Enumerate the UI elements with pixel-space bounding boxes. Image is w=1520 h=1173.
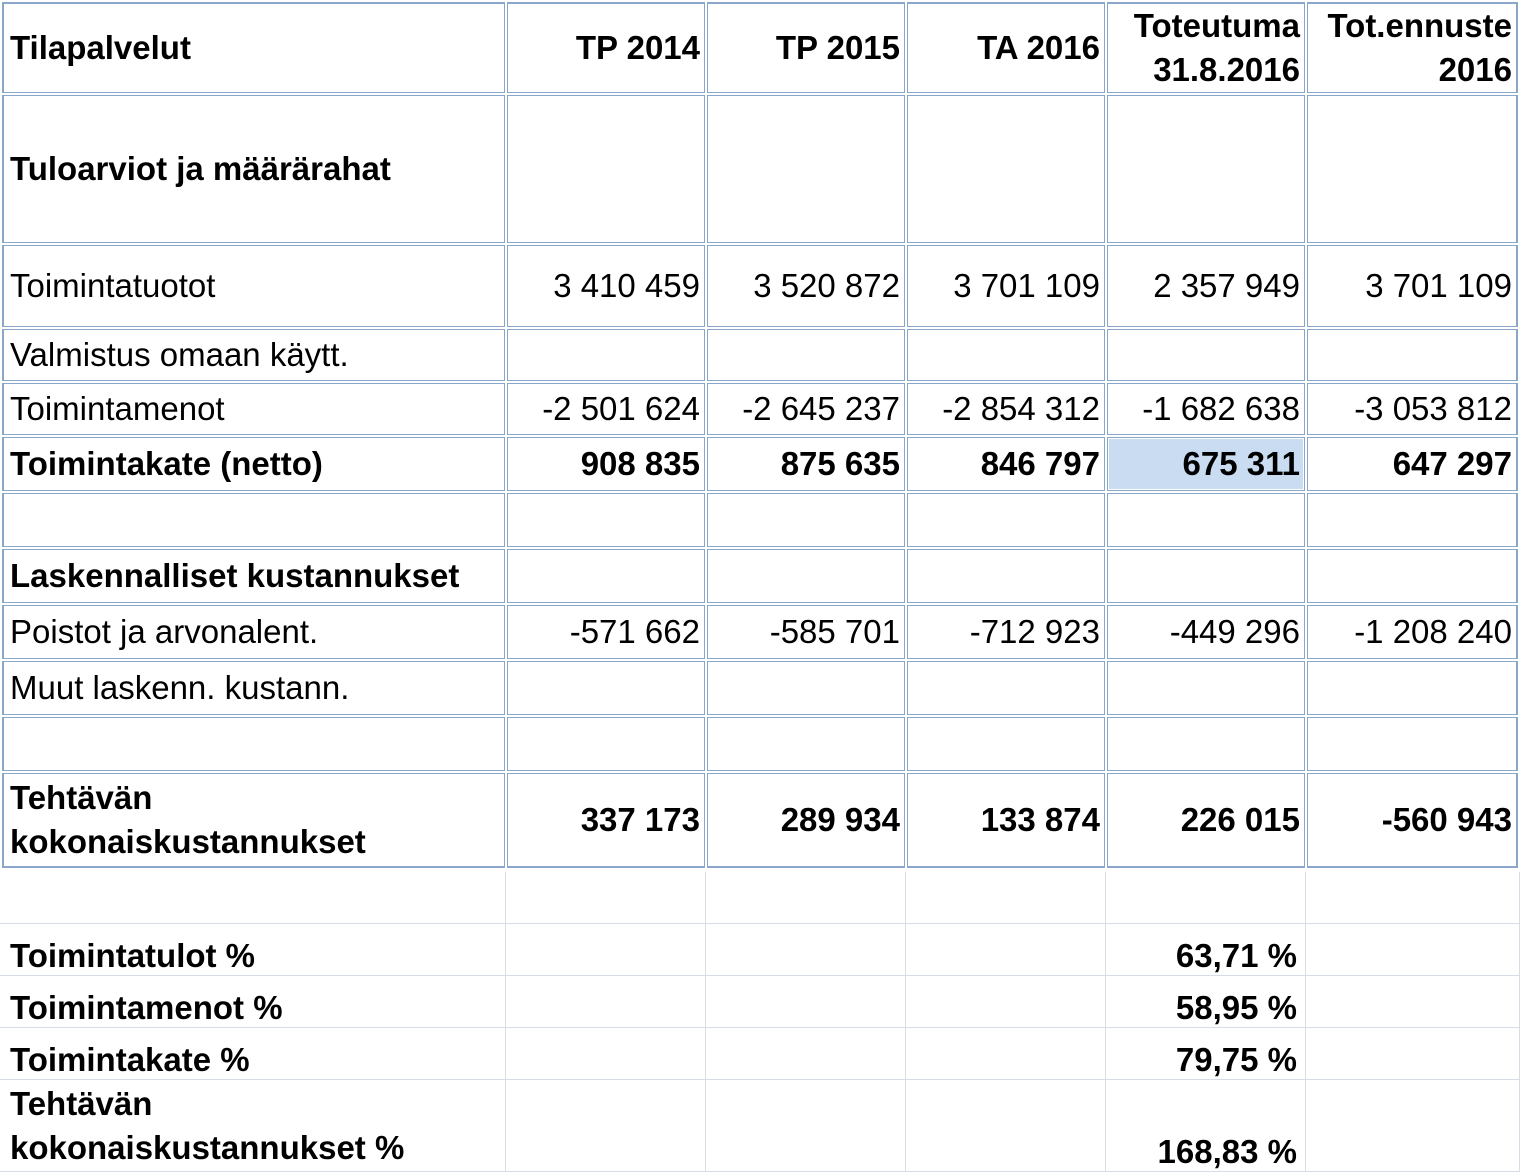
cell[interactable]: 3 410 459	[506, 244, 706, 328]
header-tp2015[interactable]: TP 2015	[706, 2, 906, 94]
table-row	[0, 1080, 1520, 1172]
row-label[interactable]: Toimintakate %	[0, 1028, 506, 1080]
cell[interactable]	[706, 976, 906, 1028]
table-row	[2, 604, 1518, 660]
row-label[interactable]: Laskennalliset kustannukset	[2, 548, 506, 604]
cell[interactable]: -560 943	[1306, 772, 1518, 868]
cell[interactable]	[706, 94, 906, 244]
cell[interactable]	[506, 716, 706, 772]
cell[interactable]	[1106, 660, 1306, 716]
cell[interactable]	[2, 492, 506, 548]
cell[interactable]	[906, 548, 1106, 604]
table-row	[2, 328, 1518, 382]
table-row	[2, 382, 1518, 436]
cell[interactable]	[906, 94, 1106, 244]
cell[interactable]	[906, 1080, 1106, 1172]
cell[interactable]: 3 520 872	[706, 244, 906, 328]
cell[interactable]	[1306, 872, 1520, 924]
cell[interactable]	[906, 924, 1106, 976]
cell[interactable]: -1 208 240	[1306, 604, 1518, 660]
cell[interactable]: -712 923	[906, 604, 1106, 660]
cell[interactable]	[506, 660, 706, 716]
cell[interactable]: 2 357 949	[1106, 244, 1306, 328]
row-label[interactable]: Toimintamenot	[2, 382, 506, 436]
header-row	[2, 2, 1518, 94]
cell[interactable]	[1106, 328, 1306, 382]
cell[interactable]	[1306, 492, 1518, 548]
cell[interactable]	[706, 924, 906, 976]
percentage-table	[0, 872, 1520, 1172]
cell[interactable]: -585 701	[706, 604, 906, 660]
cell[interactable]: -1 682 638	[1106, 382, 1306, 436]
cell[interactable]	[2, 716, 506, 772]
cell[interactable]: 647 297	[1306, 436, 1518, 492]
header-tp2014[interactable]: TP 2014	[506, 2, 706, 94]
cell[interactable]	[906, 1028, 1106, 1080]
table-row	[2, 716, 1518, 772]
cell[interactable]: -571 662	[506, 604, 706, 660]
selected-cell[interactable]: 675 311	[1106, 436, 1306, 492]
cell[interactable]	[1306, 1028, 1520, 1080]
cell[interactable]	[906, 492, 1106, 548]
cell[interactable]	[506, 924, 706, 976]
cell[interactable]	[706, 660, 906, 716]
cell[interactable]: 875 635	[706, 436, 906, 492]
row-label[interactable]: Toimintakate (netto)	[2, 436, 506, 492]
cell[interactable]	[906, 660, 1106, 716]
section-title[interactable]: Tuloarviot ja määrärahat	[2, 94, 506, 244]
cell[interactable]	[506, 976, 706, 1028]
table-row	[2, 244, 1518, 328]
table-row	[0, 924, 1520, 976]
row-label[interactable]: Valmistus omaan käytt.	[2, 328, 506, 382]
cell[interactable]	[506, 492, 706, 548]
cell[interactable]	[906, 328, 1106, 382]
table-row	[0, 976, 1520, 1028]
row-label[interactable]: Toimintamenot %	[0, 976, 506, 1028]
header-ennuste[interactable]: Tot.ennuste 2016	[1306, 2, 1518, 94]
cell[interactable]	[1306, 660, 1518, 716]
cell[interactable]	[506, 1080, 706, 1172]
table-row	[0, 872, 1520, 924]
cell[interactable]: -3 053 812	[1306, 382, 1518, 436]
cell[interactable]: 3 701 109	[906, 244, 1106, 328]
cell[interactable]	[506, 328, 706, 382]
cell[interactable]: 337 173	[506, 772, 706, 868]
table-row	[2, 436, 1518, 492]
cell[interactable]: 289 934	[706, 772, 906, 868]
header-label[interactable]: Tilapalvelut	[2, 2, 506, 94]
cell[interactable]: 133 874	[906, 772, 1106, 868]
cell[interactable]: 79,75 %	[1106, 1028, 1306, 1080]
row-label[interactable]: Toimintatulot %	[0, 924, 506, 976]
table-row	[2, 548, 1518, 604]
table-row	[2, 772, 1518, 868]
cell[interactable]	[706, 492, 906, 548]
cell[interactable]	[906, 872, 1106, 924]
header-toteutuma[interactable]: Toteutuma 31.8.2016	[1106, 2, 1306, 94]
row-label[interactable]: Muut laskenn. kustann.	[2, 660, 506, 716]
cell[interactable]: 58,95 %	[1106, 976, 1306, 1028]
cell[interactable]	[906, 716, 1106, 772]
cell[interactable]	[706, 1080, 906, 1172]
cell[interactable]: 3 701 109	[1306, 244, 1518, 328]
cell[interactable]: 168,83 %	[1106, 1080, 1306, 1172]
table-row	[2, 660, 1518, 716]
cell[interactable]	[706, 716, 906, 772]
table-row	[0, 1028, 1520, 1080]
cell[interactable]	[1306, 716, 1518, 772]
cell[interactable]	[1306, 328, 1518, 382]
cell[interactable]	[1106, 872, 1306, 924]
cell[interactable]	[1306, 924, 1520, 976]
section-row	[2, 94, 1518, 244]
cell[interactable]	[706, 328, 906, 382]
row-label[interactable]: Toimintatuotot	[2, 244, 506, 328]
cell[interactable]: 226 015	[1106, 772, 1306, 868]
cell[interactable]	[706, 872, 906, 924]
row-label[interactable]: Poistot ja arvonalent.	[2, 604, 506, 660]
cell[interactable]	[706, 1028, 906, 1080]
cell[interactable]	[506, 94, 706, 244]
cell[interactable]	[506, 548, 706, 604]
cell[interactable]	[906, 976, 1106, 1028]
cell[interactable]	[0, 872, 506, 924]
cell[interactable]	[506, 872, 706, 924]
cell[interactable]: 846 797	[906, 436, 1106, 492]
row-label[interactable]: Tehtävän kokonaiskustannukset %	[0, 1080, 506, 1172]
cell[interactable]	[1306, 976, 1520, 1028]
table-row	[2, 492, 1518, 548]
cell[interactable]: 63,71 %	[1106, 924, 1306, 976]
cell[interactable]: 908 835	[506, 436, 706, 492]
cell[interactable]	[506, 1028, 706, 1080]
cell[interactable]	[1106, 716, 1306, 772]
cell[interactable]: -2 854 312	[906, 382, 1106, 436]
cell[interactable]	[1306, 94, 1518, 244]
header-ta2016[interactable]: TA 2016	[906, 2, 1106, 94]
cell[interactable]: -2 645 237	[706, 382, 906, 436]
cell[interactable]	[1106, 492, 1306, 548]
cell[interactable]	[1306, 1080, 1520, 1172]
cell[interactable]	[1306, 548, 1518, 604]
cell[interactable]: -2 501 624	[506, 382, 706, 436]
cell[interactable]	[1106, 548, 1306, 604]
row-label[interactable]: Tehtävän kokonaiskustannukset	[2, 772, 506, 868]
cell[interactable]: -449 296	[1106, 604, 1306, 660]
cell[interactable]	[706, 548, 906, 604]
budget-table	[2, 2, 1518, 868]
cell[interactable]	[1106, 94, 1306, 244]
